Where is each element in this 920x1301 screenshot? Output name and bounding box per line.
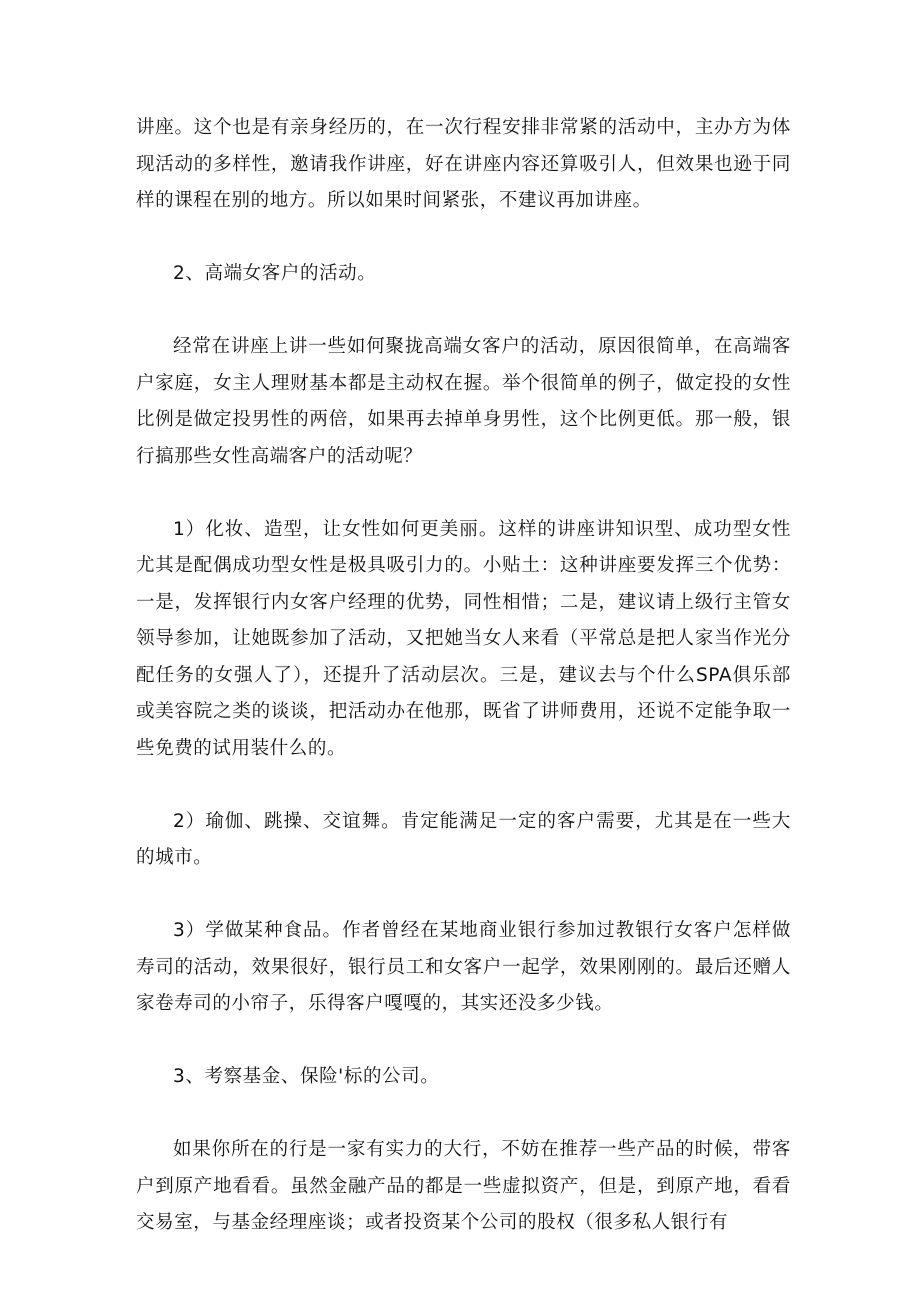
paragraph-food-making: 3）学做某种食品。作者曾经在某地商业银行参加过教银行女客户怎样做寿司的活动，效果很好，银行员工和女客户一起学，效果刚刚的。最后还赠人家卷寿司的小帘子，乐得客户嘎嘎的，其实还没多少钱。 bbox=[136, 920, 791, 1014]
paragraph-fund-visit: 如果你所在的行是一家有实力的大行，不妨在推荐一些产品的时候，带客户到原产地看看。虽然金融产品的都是一些虚拟资产，但是，到原产地，看看交易室，与基金经理座谈；或者投资某个公司的股权（很多私人银行有 bbox=[136, 1139, 791, 1233]
section-heading-female-client-activities: 2、高端女客户的活动。 bbox=[173, 263, 377, 284]
document-body bbox=[136, 110, 791, 1278]
paragraph-female-client-intro: 经常在讲座上讲一些如何聚拢高端女客户的活动，原因很简单，在高端客户家庭，女主人理财基本都是主动权在握。举个很简单的例子，做定投的女性比例是做定投男性的两倍，如果再去掉单身男性，这个比例更低。那一般，银行搞那些女性高端客户的活动呢？ bbox=[136, 336, 791, 467]
section-heading-fund-insurance-visit: 3、考察基金、保险'标的公司。 bbox=[173, 1066, 440, 1087]
paragraph-lecture-conclusion: 讲座。这个也是有亲身经历的，在一次行程安排非常紧的活动中，主办方为体现活动的多样性，邀请我作讲座，好在讲座内容还算吸引人，但效果也逊于同样的课程在别的地方。所以如果时间紧张，不建议再加讲座。 bbox=[136, 117, 791, 211]
paragraph-makeup-styling: 1）化妆、造型，让女性如何更美丽。这样的讲座讲知识型、成功型女性尤其是配偶成功型女性是极具吸引力的。小贴土：这种讲座要发挥三个优势：一是，发挥银行内女客户经理的优势，同性相惜；二是，建议请上级行主管女领导参加，让她既参加了活动，又把她当女人来看（平常总是把人家当作光分配任务的女强人了），还提升了活动层次。三是，建议去与个什么SPA俱乐部或美容院之类的谈谈，把活动办在他那，既省了讲师费用，还说不定能争取一些免费的试用装什么的。 bbox=[136, 518, 791, 759]
paragraph-yoga-dance: 2）瑜伽、跳操、交谊舞。肯定能满足一定的客户需要，尤其是在一些大的城市。 bbox=[136, 810, 791, 868]
